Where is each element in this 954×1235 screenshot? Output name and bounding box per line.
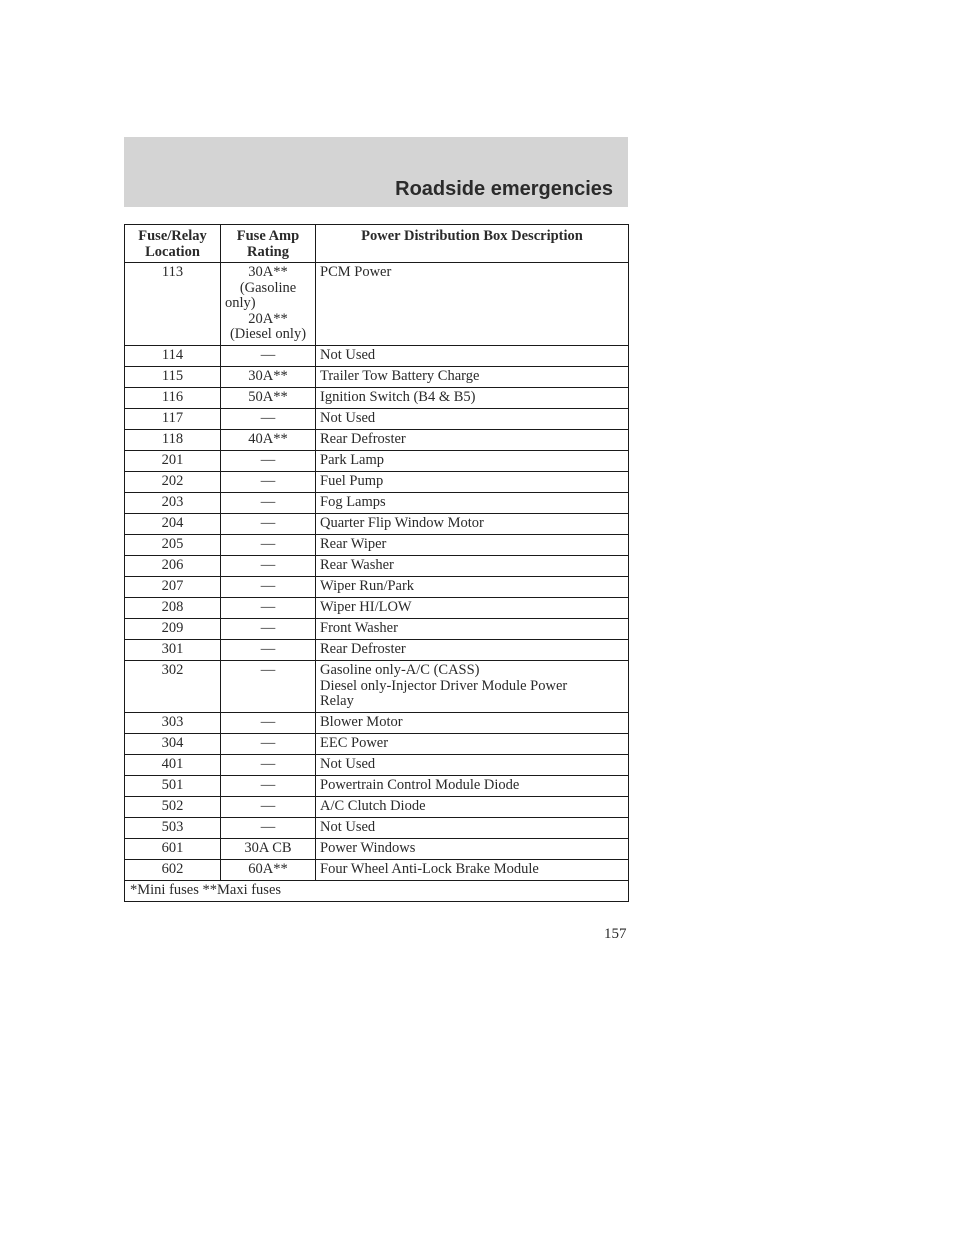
cell-rating-line: — <box>260 620 276 636</box>
cell-description-line: Powertrain Control Module Diode <box>320 777 520 793</box>
cell-rating <box>221 556 316 577</box>
cell-description <box>316 493 629 514</box>
cell-location: 116 <box>125 388 221 409</box>
cell-location: 207 <box>125 577 221 598</box>
table-row <box>125 661 629 713</box>
cell-description <box>316 346 629 367</box>
cell-description-line: Quarter Flip Window Motor <box>320 515 484 531</box>
cell-description <box>316 556 629 577</box>
cell-rating-line: — <box>260 798 276 814</box>
section-header-band <box>124 137 628 207</box>
column-header-line: Fuse Amp <box>236 228 300 244</box>
cell-description-line: Trailer Tow Battery Charge <box>320 368 480 384</box>
cell-location: 206 <box>125 556 221 577</box>
table-row <box>125 598 629 619</box>
cell-location: 113 <box>125 263 221 346</box>
cell-rating-line: — <box>260 347 276 363</box>
cell-rating-line: — <box>260 494 276 510</box>
cell-rating <box>221 713 316 734</box>
cell-rating <box>221 346 316 367</box>
cell-description-line: A/C Clutch Diode <box>320 798 426 814</box>
cell-description <box>316 661 629 713</box>
column-header-rating <box>221 225 316 263</box>
table-header-row <box>125 225 629 263</box>
cell-description-line: Not Used <box>320 756 376 772</box>
cell-description <box>316 367 629 388</box>
cell-rating <box>221 451 316 472</box>
cell-rating <box>221 409 316 430</box>
table-row <box>125 451 629 472</box>
cell-rating-line: only) <box>225 295 256 311</box>
cell-description-line: Rear Washer <box>320 557 394 573</box>
cell-rating <box>221 430 316 451</box>
cell-rating-line: — <box>260 410 276 426</box>
cell-description-line: Blower Motor <box>320 714 403 730</box>
table-row <box>125 776 629 797</box>
cell-description <box>316 388 629 409</box>
cell-location: 302 <box>125 661 221 713</box>
cell-rating <box>221 818 316 839</box>
table-row <box>125 860 629 881</box>
table-row <box>125 713 629 734</box>
cell-description <box>316 713 629 734</box>
cell-rating-line: 40A** <box>248 431 288 447</box>
cell-rating-line: 30A** <box>248 368 288 384</box>
table-row <box>125 755 629 776</box>
cell-rating <box>221 514 316 535</box>
cell-location: 118 <box>125 430 221 451</box>
cell-description <box>316 598 629 619</box>
cell-rating-line: (Diesel only) <box>229 326 307 342</box>
column-header-line: Location <box>145 243 200 260</box>
cell-location: 208 <box>125 598 221 619</box>
cell-description <box>316 263 629 346</box>
table-row <box>125 640 629 661</box>
column-header-location <box>125 225 221 263</box>
cell-location: 203 <box>125 493 221 514</box>
table-row <box>125 472 629 493</box>
cell-description <box>316 734 629 755</box>
cell-rating-line: — <box>260 599 276 615</box>
table-row <box>125 577 629 598</box>
table-row <box>125 839 629 860</box>
table-row <box>125 388 629 409</box>
cell-rating-line: — <box>260 735 276 751</box>
cell-rating <box>221 661 316 713</box>
cell-rating-line: (Gasoline <box>239 279 297 296</box>
cell-rating-line: — <box>260 777 276 793</box>
cell-rating-line: — <box>260 714 276 730</box>
cell-location: 303 <box>125 713 221 734</box>
cell-rating-line: 30A CB <box>244 840 292 856</box>
cell-rating-line: 60A** <box>248 861 288 877</box>
cell-description <box>316 577 629 598</box>
cell-rating-line: — <box>260 536 276 552</box>
table-row <box>125 263 629 346</box>
page-number: 157 <box>604 926 627 942</box>
cell-rating <box>221 640 316 661</box>
cell-location: 205 <box>125 535 221 556</box>
cell-description-line: PCM Power <box>320 264 392 280</box>
cell-rating-line: — <box>260 515 276 531</box>
cell-description <box>316 619 629 640</box>
cell-location: 201 <box>125 451 221 472</box>
cell-description <box>316 797 629 818</box>
cell-rating <box>221 493 316 514</box>
cell-location: 602 <box>125 860 221 881</box>
cell-rating <box>221 776 316 797</box>
table-row <box>125 797 629 818</box>
cell-description-line: Rear Wiper <box>320 536 387 552</box>
cell-rating <box>221 388 316 409</box>
cell-description-line: Front Washer <box>320 620 398 636</box>
cell-rating <box>221 367 316 388</box>
cell-rating <box>221 619 316 640</box>
table-row <box>125 734 629 755</box>
cell-rating <box>221 734 316 755</box>
cell-description-line: Park Lamp <box>320 452 385 468</box>
cell-description <box>316 430 629 451</box>
cell-description <box>316 640 629 661</box>
table-row <box>125 493 629 514</box>
cell-description <box>316 409 629 430</box>
cell-rating <box>221 263 316 346</box>
table-row <box>125 367 629 388</box>
table-body <box>125 263 629 881</box>
cell-description <box>316 514 629 535</box>
cell-location: 502 <box>125 797 221 818</box>
table-footnote: *Mini fuses **Maxi fuses <box>125 881 629 902</box>
cell-location: 117 <box>125 409 221 430</box>
cell-description-line: Four Wheel Anti-Lock Brake Module <box>320 861 539 877</box>
cell-description-line: Power Windows <box>320 840 416 856</box>
cell-description-line: Fuel Pump <box>320 473 384 489</box>
cell-description <box>316 818 629 839</box>
cell-description-line: Gasoline only-A/C (CASS) <box>320 662 480 678</box>
cell-location: 401 <box>125 755 221 776</box>
cell-location: 601 <box>125 839 221 860</box>
cell-description <box>316 535 629 556</box>
table-row <box>125 535 629 556</box>
cell-location: 503 <box>125 818 221 839</box>
cell-description-line: EEC Power <box>320 735 389 751</box>
cell-description-line: Rear Defroster <box>320 431 406 447</box>
table-row <box>125 556 629 577</box>
cell-description <box>316 472 629 493</box>
cell-rating <box>221 472 316 493</box>
cell-location: 202 <box>125 472 221 493</box>
cell-rating <box>221 839 316 860</box>
column-header-line: Fuse/Relay <box>138 228 207 244</box>
cell-location: 301 <box>125 640 221 661</box>
cell-rating <box>221 535 316 556</box>
cell-description-line: Not Used <box>320 819 376 835</box>
cell-description-line: Not Used <box>320 347 376 363</box>
cell-rating-line: — <box>260 473 276 489</box>
table-row <box>125 346 629 367</box>
cell-rating-line: — <box>260 819 276 835</box>
cell-rating <box>221 755 316 776</box>
table-footnote-row <box>125 881 629 902</box>
cell-rating-line: — <box>260 452 276 468</box>
cell-description-line: Rear Defroster <box>320 641 406 657</box>
cell-description <box>316 860 629 881</box>
cell-description-line: Not Used <box>320 410 376 426</box>
cell-location: 204 <box>125 514 221 535</box>
cell-rating-line: — <box>260 662 276 678</box>
column-header-description: Power Distribution Box Description <box>316 225 629 263</box>
cell-rating-line: — <box>260 756 276 772</box>
cell-description <box>316 776 629 797</box>
cell-description <box>316 839 629 860</box>
cell-description-line: Fog Lamps <box>320 494 386 510</box>
cell-description <box>316 451 629 472</box>
table-row <box>125 430 629 451</box>
cell-rating-line: — <box>260 578 276 594</box>
cell-rating-line: 50A** <box>248 389 288 405</box>
cell-location: 114 <box>125 346 221 367</box>
cell-description-line: Diesel only-Injector Driver Module Power <box>320 677 568 694</box>
table-row <box>125 619 629 640</box>
table-row <box>125 409 629 430</box>
cell-description <box>316 755 629 776</box>
cell-location: 209 <box>125 619 221 640</box>
section-title: Roadside emergencies <box>395 178 613 200</box>
cell-rating-line: — <box>260 557 276 573</box>
fuse-table <box>124 224 629 902</box>
cell-rating <box>221 860 316 881</box>
cell-description-line: Wiper HI/LOW <box>320 599 412 615</box>
cell-rating <box>221 577 316 598</box>
cell-location: 115 <box>125 367 221 388</box>
table-row <box>125 818 629 839</box>
cell-location: 304 <box>125 734 221 755</box>
cell-location: 501 <box>125 776 221 797</box>
cell-description-line: Relay <box>320 693 354 709</box>
column-header-line: Rating <box>247 243 289 260</box>
cell-rating <box>221 598 316 619</box>
cell-rating-line: 20A** <box>248 310 288 327</box>
cell-description-line: Ignition Switch (B4 & B5) <box>320 389 476 405</box>
table-row <box>125 514 629 535</box>
cell-rating <box>221 797 316 818</box>
cell-rating-line: 30A** <box>248 264 288 280</box>
cell-description-line: Wiper Run/Park <box>320 578 415 594</box>
cell-rating-line: — <box>260 641 276 657</box>
